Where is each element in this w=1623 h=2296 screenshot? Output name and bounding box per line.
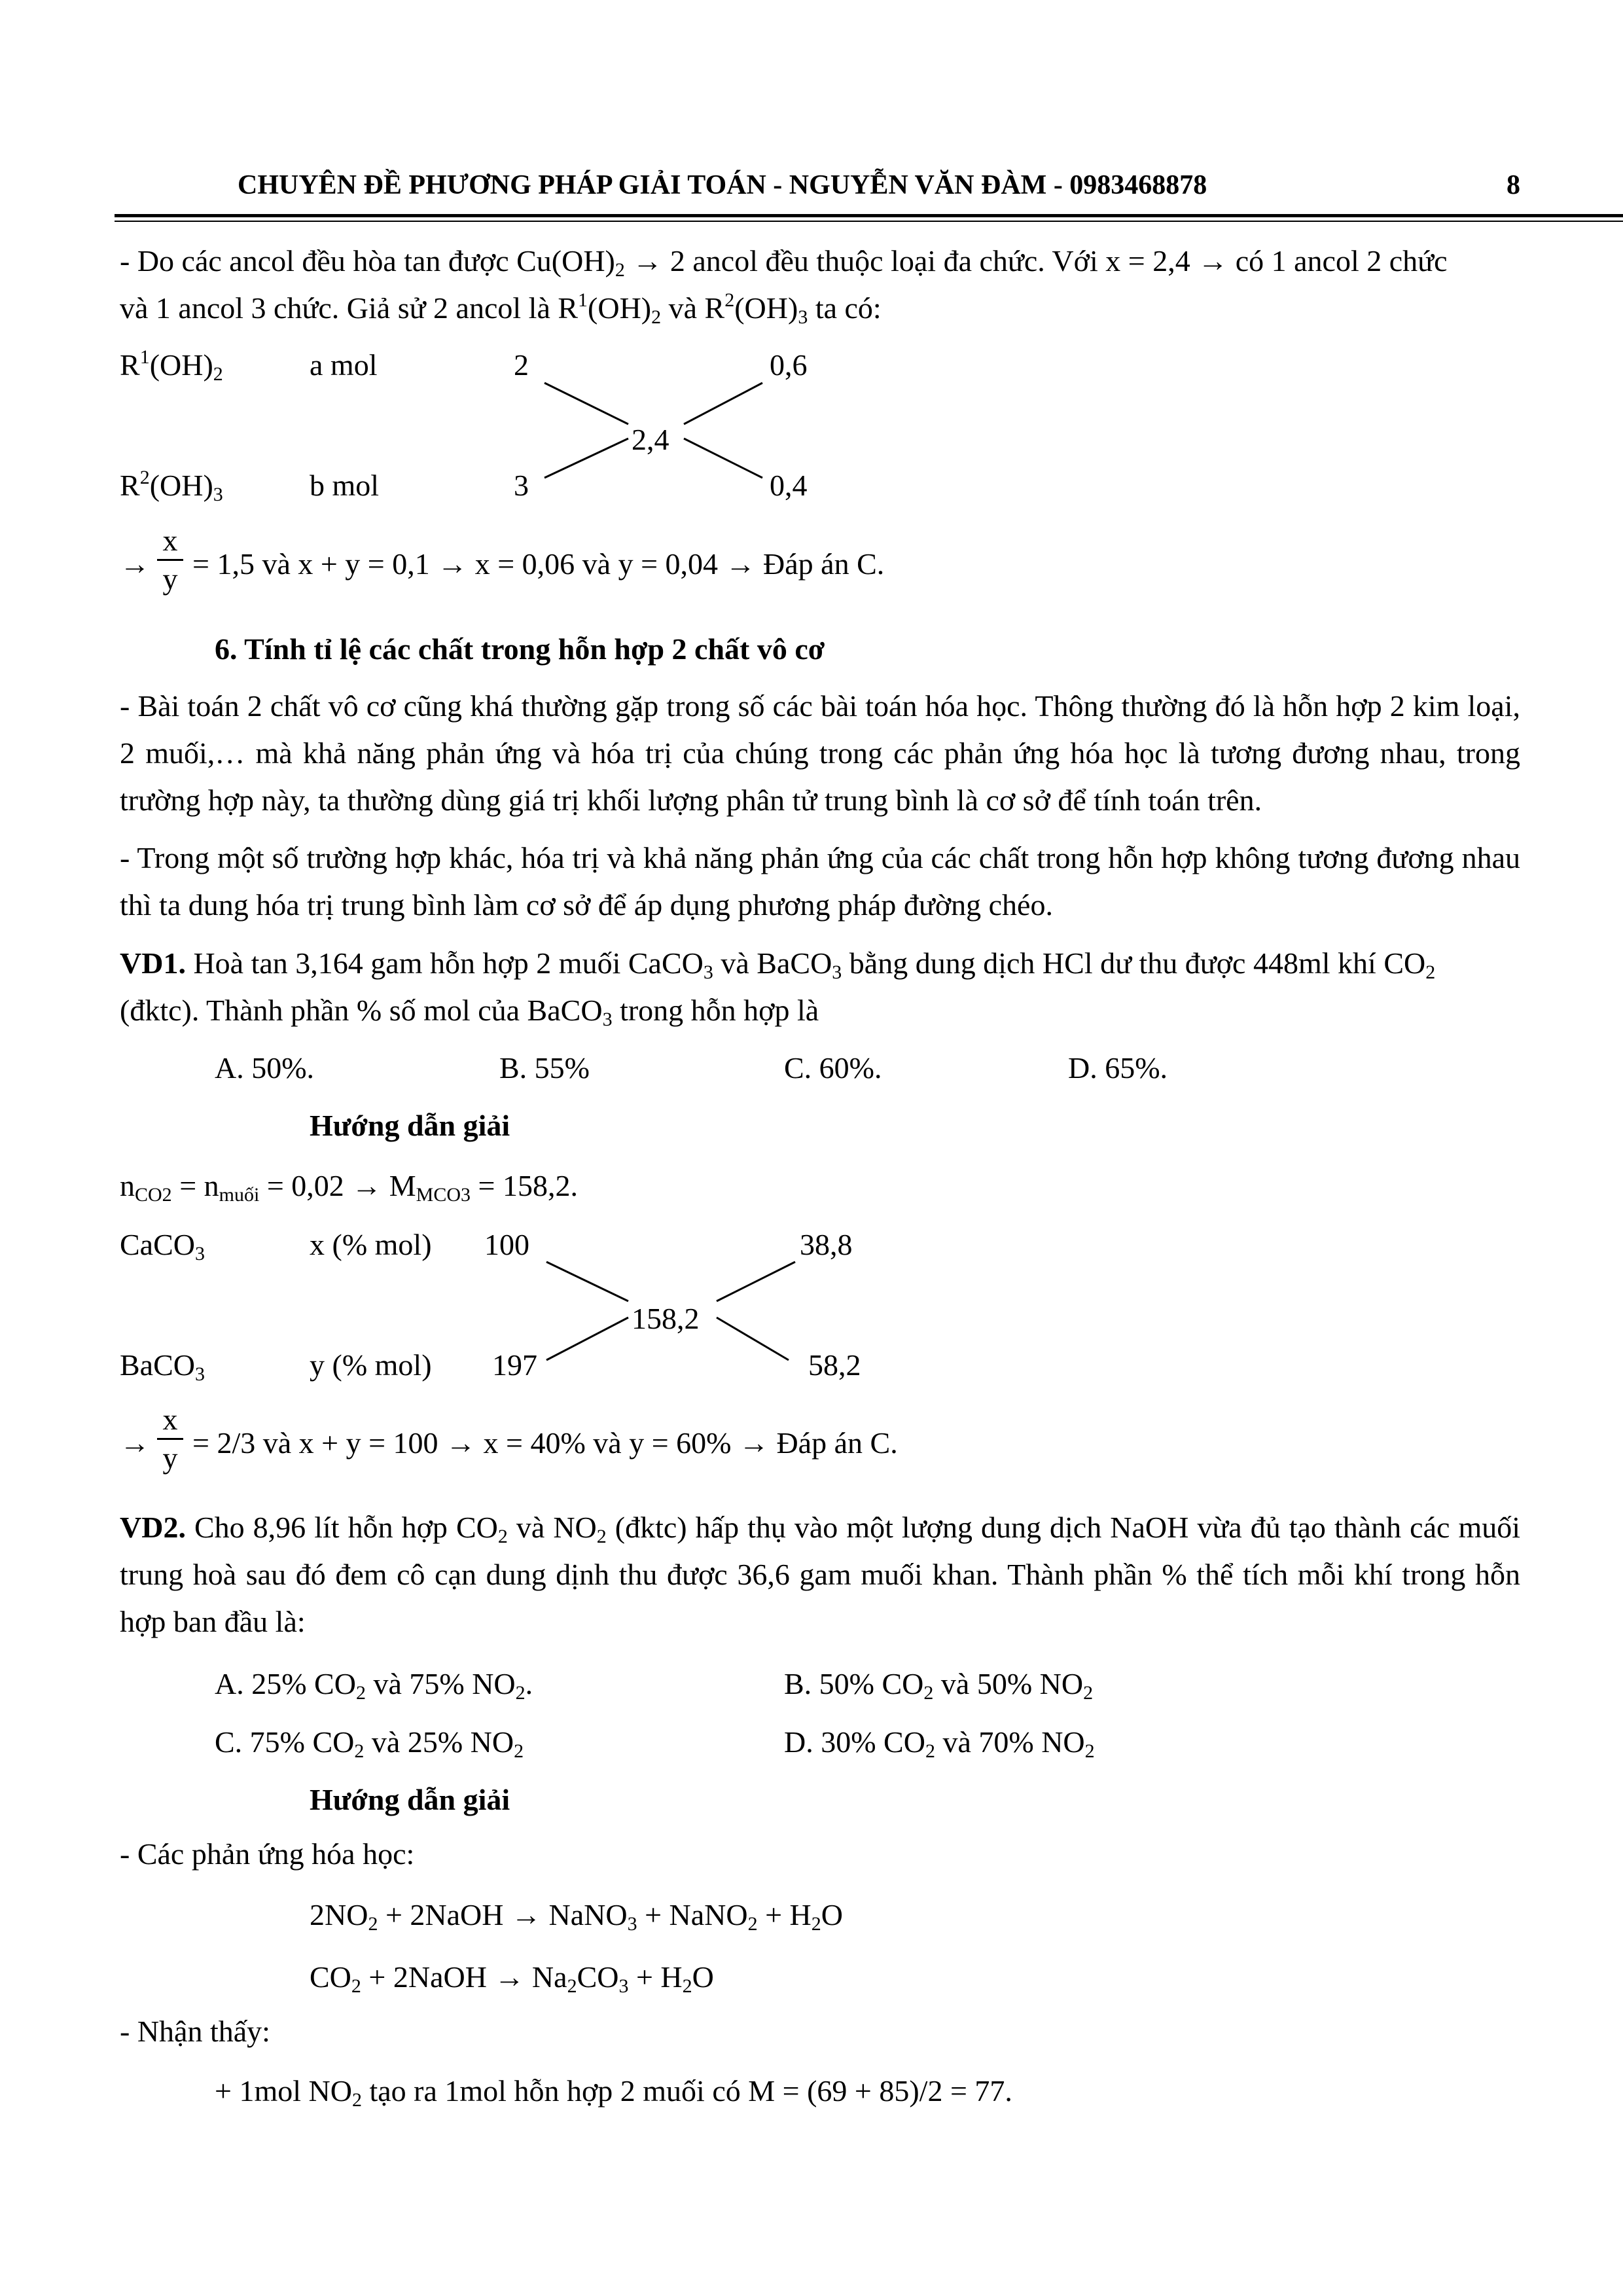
vd1-guide-title: Hướng dẫn giải (310, 1109, 510, 1142)
intro-paragraph: - Do các ancol đều hòa tan được $Cu(OH)_2 \to 2$ ancol đều thuộc loại đa chức. Với x = 2,4 → có 1 ancol 2 chức và 1 ancol 3 chức. Giả sử 2 ancol là $R^1(OH)_2$ và $R^2(OH)_3$ ta có: (120, 244, 1448, 328)
cross1-r1-amount: a mol (310, 348, 378, 382)
equation-2: $CO_2$ + 2NaOH → $Na_2CO_3 + H_2O$ (310, 1960, 714, 1997)
vd2-option-d: D. 30% $CO_2$ và 70% $NO_2$ (784, 1725, 1095, 1762)
cross2-r2-diff: 58,2 (808, 1348, 861, 1382)
vd2-note-intro: - Nhận thấy: (120, 2015, 270, 2048)
vd2-option-a: A. 25% $CO_2$ và 75% $NO_2$. (215, 1667, 533, 1704)
cross2-line-bottom-right (717, 1318, 789, 1360)
cross2-r2-name: BaCO$_3$ (120, 1348, 205, 1385)
result2-arrow: → (120, 1426, 150, 1460)
section-6-para-1: - Bài toán 2 chất vô cơ cũng khá thường gặp trong số các bài toán hóa học. Thông thường đó là hỗn hợp 2 kim loại, 2 muối,… mà khả năng phản ứng và hóa trị của chúng trong các phản ứng hóa học là tương đương nhau, trong trường hợp này, ta thường dùng giá trị khối lượng phân tử trung bình là cơ sở để tính toán trên. (120, 689, 1520, 817)
header-rule-thick (115, 214, 1623, 217)
cross1-line-top-right (684, 383, 762, 424)
cross2-r1-value: 100 (484, 1228, 529, 1261)
cross1-r1-diff: 0,6 (770, 348, 808, 382)
cross2-line-bottom-left (546, 1318, 628, 1360)
vd1-option-b: B. 55% (499, 1051, 590, 1085)
result2-fraction: x y (157, 1403, 183, 1475)
page-number: 8 (1507, 170, 1520, 200)
result1-text: = 1,5 và x + y = 0,1 → x = 0,06 và y = 0,04 → Đáp án C. (192, 547, 885, 581)
vd2-guide-title: Hướng dẫn giải (310, 1783, 510, 1816)
cross2-r1-name: CaCO$_3$ (120, 1228, 205, 1265)
header-rule-thin (115, 221, 1623, 222)
vd2-reactions-intro: - Các phản ứng hóa học: (120, 1837, 415, 1871)
vd1-question: VD1. Hoà tan 3,164 gam hỗn hợp 2 muối CaCO$_3$ và BaCO$_3$ bằng dung dịch HCl dư thu được 448ml khí $CO_2$ (đktc). Thành phần % số mol của BaCO$_3$ trong hỗn hợp là (120, 946, 1436, 1030)
equation-1: $2NO_2$ + 2NaOH → NaNO$_3$ + NaNO$_2$ + $H_2O$ (310, 1898, 843, 1935)
cross1-lines (537, 373, 772, 484)
result1-fraction: x y (157, 524, 183, 596)
cross2-r2-value: 197 (492, 1348, 537, 1382)
cross1-center: 2,4 (632, 423, 669, 456)
vd1-option-a: A. 50%. (215, 1051, 315, 1085)
cross1-r2-value: 3 (514, 469, 529, 502)
vd2-option-b: B. 50% $CO_2$ và 50% $NO_2$ (784, 1667, 1094, 1704)
vd2-note-1: + 1mol $NO_2$ tạo ra 1mol hỗn hợp 2 muối có M = (69 + 85)/2 = 77. (215, 2074, 1012, 2111)
cross2-r2-amount: y (% mol) (310, 1348, 432, 1382)
cross2-line-top-left (546, 1262, 628, 1301)
cross2-line-top-right (717, 1262, 795, 1301)
cross1-r1-name: $R^1(OH)_2$ (120, 346, 223, 385)
vd1-calculation: $n_{CO2} = n_{muối} = 0,02 \to M_{MCO3} = 158,2$. (120, 1169, 578, 1206)
header-title: CHUYÊN ĐỀ PHƯƠNG PHÁP GIẢI TOÁN - NGUYỄN VĂN ĐÀM - 0983468878 (238, 170, 1207, 200)
cross2-r1-diff: 38,8 (800, 1228, 853, 1261)
vd2-option-c: C. 75% $CO_2$ và 25% $NO_2$ (215, 1725, 524, 1762)
section-6-para-2: - Trong một số trường hợp khác, hóa trị và khả năng phản ứng của các chất trong hỗn hợp không tương đương nhau thì ta dung hóa trị trung bình làm cơ sở để áp dụng phương pháp đường chéo. (120, 841, 1520, 922)
cross1-line-top-left (544, 383, 628, 424)
cross1-r2-amount: b mol (310, 469, 380, 502)
section-6-title: 6. Tính tỉ lệ các chất trong hỗn hợp 2 chất vô cơ (215, 632, 825, 666)
vd2-question: VD2. Cho 8,96 lít hỗn hợp $CO_2$ và $NO_2$ (đktc) hấp thụ vào một lượng dung dịch NaOH vừa đủ tạo thành các muối trung hoà sau đó đem cô cạn dung dịnh thu được 36,6 gam muối khan. Thành phần % thể tích mỗi khí trong hỗn hợp ban đầu là: (120, 1511, 1521, 1638)
cross1-line-bottom-left (544, 439, 628, 478)
cross1-r2-diff: 0,4 (770, 469, 808, 502)
vd1-option-d: D. 65%. (1068, 1051, 1168, 1085)
cross2-lines (540, 1252, 802, 1367)
result2-text: = 2/3 và x + y = 100 → x = 40% và y = 60% → Đáp án C. (192, 1426, 898, 1460)
cross2-r1-amount: x (% mol) (310, 1228, 432, 1261)
cross1-r1-value: 2 (514, 348, 529, 382)
cross1-line-bottom-right (684, 439, 762, 478)
cross2-center: 158,2 (632, 1302, 700, 1335)
result1-arrow: → (120, 547, 150, 581)
vd1-option-c: C. 60%. (784, 1051, 882, 1085)
cross1-r2-name: $R^2(OH)_3$ (120, 467, 223, 505)
